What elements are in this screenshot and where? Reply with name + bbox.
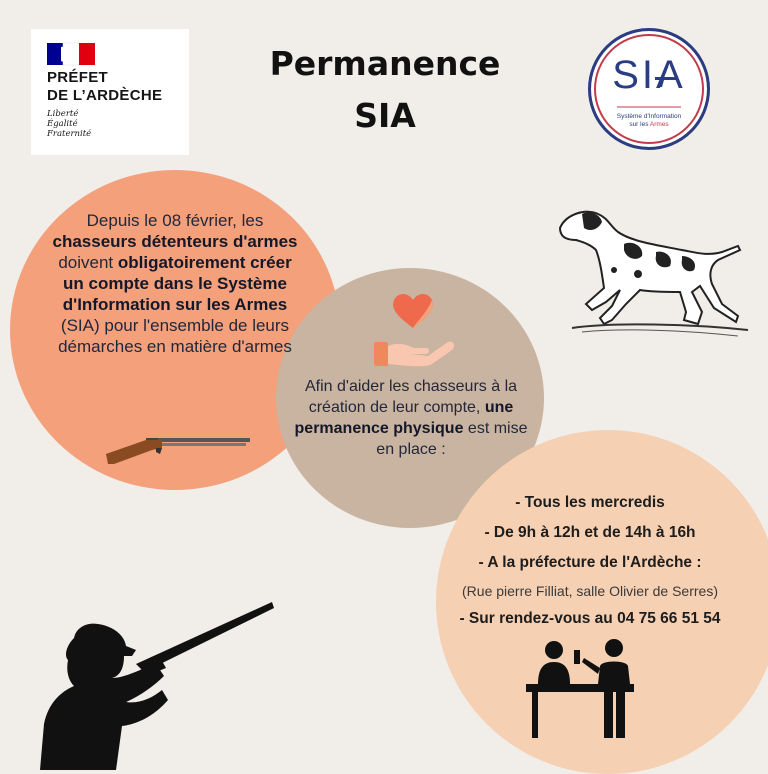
prefet-logo bbox=[31, 29, 189, 155]
reception-desk-icon bbox=[524, 636, 640, 746]
flag-marianne-icon bbox=[47, 43, 95, 65]
schedule-hours: - De 9h à 12h et de 14h à 16h bbox=[484, 524, 696, 541]
schedule bbox=[410, 488, 768, 634]
prefet-line1: PRÉFET bbox=[47, 69, 108, 86]
sia-logo-text: SIA bbox=[612, 53, 686, 97]
schedule-appointment: - Sur rendez-vous au 04 75 66 51 54 bbox=[459, 610, 721, 627]
circle1-bold2: obligatoirement créer un compte dans le Système d'Information sur les Armes bbox=[62, 253, 292, 314]
circle1-part3: (SIA) pour l'ensemble de leurs démarches en matière d'armes bbox=[58, 316, 292, 356]
schedule-address: (Rue pierre Filliat, salle Olivier de Serres) bbox=[462, 583, 718, 599]
sia-subtitle-start: sur les bbox=[629, 121, 650, 128]
circle2-text bbox=[286, 376, 536, 460]
circle1-bold1: chasseurs détenteurs d'armes bbox=[52, 232, 298, 251]
sia-subtitle-line2 bbox=[601, 121, 697, 129]
circle2-part1: Afin d'aider les chasseurs à la création de leur compte, bbox=[304, 378, 518, 416]
sia-divider bbox=[617, 105, 681, 109]
page-title bbox=[230, 38, 540, 142]
sia-logo bbox=[588, 28, 710, 150]
heart-hand-icon bbox=[370, 290, 456, 370]
hunter-silhouette bbox=[40, 598, 280, 770]
motto-liberte: Liberté bbox=[47, 109, 79, 119]
shotgun-icon bbox=[106, 436, 252, 466]
circle2-part2: est mise en place : bbox=[376, 420, 528, 458]
sia-logo-subtitle bbox=[601, 113, 697, 129]
circle1-part1: Depuis le 08 février, les bbox=[86, 211, 264, 230]
schedule-place: - A la préfecture de l'Ardèche : bbox=[478, 554, 702, 571]
pistol-icon bbox=[655, 75, 675, 89]
motto-egalite: Égalité bbox=[47, 119, 78, 129]
circle1-text bbox=[50, 210, 300, 357]
circle1-part2: doivent bbox=[58, 253, 118, 272]
pointer-dog-illustration bbox=[552, 200, 752, 340]
title-line2: SIA bbox=[354, 96, 416, 135]
prefet-line2: DE L’ARDÈCHE bbox=[47, 87, 163, 104]
motto-fraternite: Fraternité bbox=[47, 129, 92, 139]
title-line1: Permanence bbox=[269, 44, 501, 83]
schedule-day: - Tous les mercredis bbox=[515, 494, 665, 511]
sia-subtitle-highlight: Armes bbox=[649, 121, 669, 128]
circle2-bold1: une permanence physique bbox=[294, 399, 514, 437]
sia-subtitle-line1: Système d'Information bbox=[616, 113, 682, 120]
